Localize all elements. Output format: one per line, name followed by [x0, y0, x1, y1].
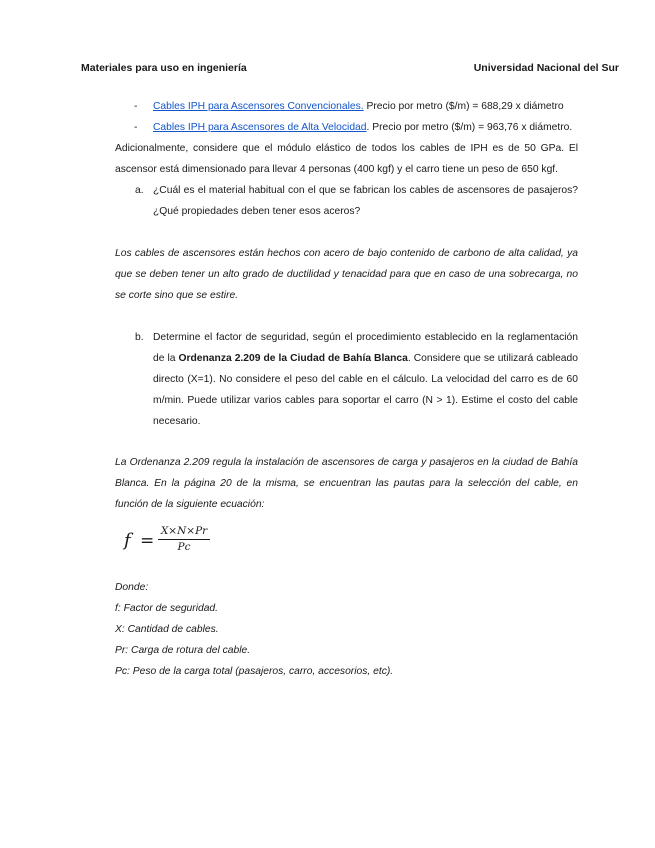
formula-equals: =: [140, 531, 155, 551]
definition-item: Pc: Peso de la carga total (pasajeros, carro, accesorios, etc).: [115, 666, 394, 677]
question-b-text-before: Determine el factor de seguridad, según el procedimiento establecido en la reglamentación de la: [153, 332, 578, 364]
intro-paragraph: Adicionalmente, considere que el módulo elástico de todos los cables de IPH es de 50 GPa. El ascensor está dimensionado para llevar 4 personas (400 kgf) y el carro tiene un peso de 650 kgf.: [115, 143, 578, 175]
answer-a: Los cables de ascensores están hechos con acero de bajo contenido de carbono de alta calidad, ya que se deben tener un alto grado de ductilidad y tenacidad para que en caso de una sobrecarga, no se corte sino que se estire.: [115, 248, 578, 301]
bullet-text: Precio por metro ($/m) = 688,29 x diámetro: [363, 101, 564, 112]
definition-item: f: Factor de seguridad.: [115, 603, 219, 614]
question-b-label: b.: [135, 332, 144, 343]
definitions-title: Donde:: [115, 582, 149, 593]
bullet-dash: -: [134, 122, 138, 133]
formula-denominator: Pc: [177, 541, 191, 553]
page-header: [81, 62, 619, 78]
fraction-bar: [158, 539, 210, 540]
document-body: [115, 96, 578, 682]
link-cables-alta-velocidad[interactable]: Cables IPH para Ascensores de Alta Velocidad: [153, 122, 367, 133]
question-b: [115, 327, 578, 432]
definition-item: Pr: Carga de rotura del cable.: [115, 645, 251, 656]
bullet-item: [115, 96, 578, 117]
header-university: Universidad Nacional del Sur: [473, 62, 619, 74]
formula-numerator: X×N×Pr: [160, 525, 208, 537]
bullet-item: [115, 117, 578, 138]
ordinance-name: Ordenanza 2.209 de la Ciudad de Bahía Blanca: [178, 353, 408, 364]
link-cables-convencionales[interactable]: Cables IPH para Ascensores Convencionales.: [153, 101, 364, 112]
question-a-text: ¿Cuál es el material habitual con el que se fabrican los cables de ascensores de pasajeros? ¿Qué propiedades deben tener esos aceros?: [153, 185, 578, 217]
definition-item: X: Cantidad de cables.: [115, 624, 219, 635]
answer-b: La Ordenanza 2.209 regula la instalación de ascensores de carga y pasajeros en la ciudad de Bahía Blanca. En la página 20 de la misma, se encuentran las pautas para la selección del cable, en función de la siguiente ecuación:: [115, 457, 578, 510]
question-a: [115, 180, 578, 222]
question-b-text-after: . Considere que se utilizará cableado directo (X=1). No considere el peso del cable en el cálculo. La velocidad del carro es de 60 m/min. Puede utilizar varios cables para soportar el carro (N > 1). Estime el costo del cable necesario.: [153, 353, 578, 427]
safety-factor-formula: [115, 515, 578, 577]
question-a-label: a.: [135, 185, 144, 196]
bullet-text: . Precio por metro ($/m) = 963,76 x diámetro.: [366, 122, 573, 133]
formula-lhs: f: [124, 530, 131, 551]
bullet-dash: -: [134, 101, 138, 112]
header-course-title: Materiales para uso en ingeniería: [81, 62, 247, 74]
